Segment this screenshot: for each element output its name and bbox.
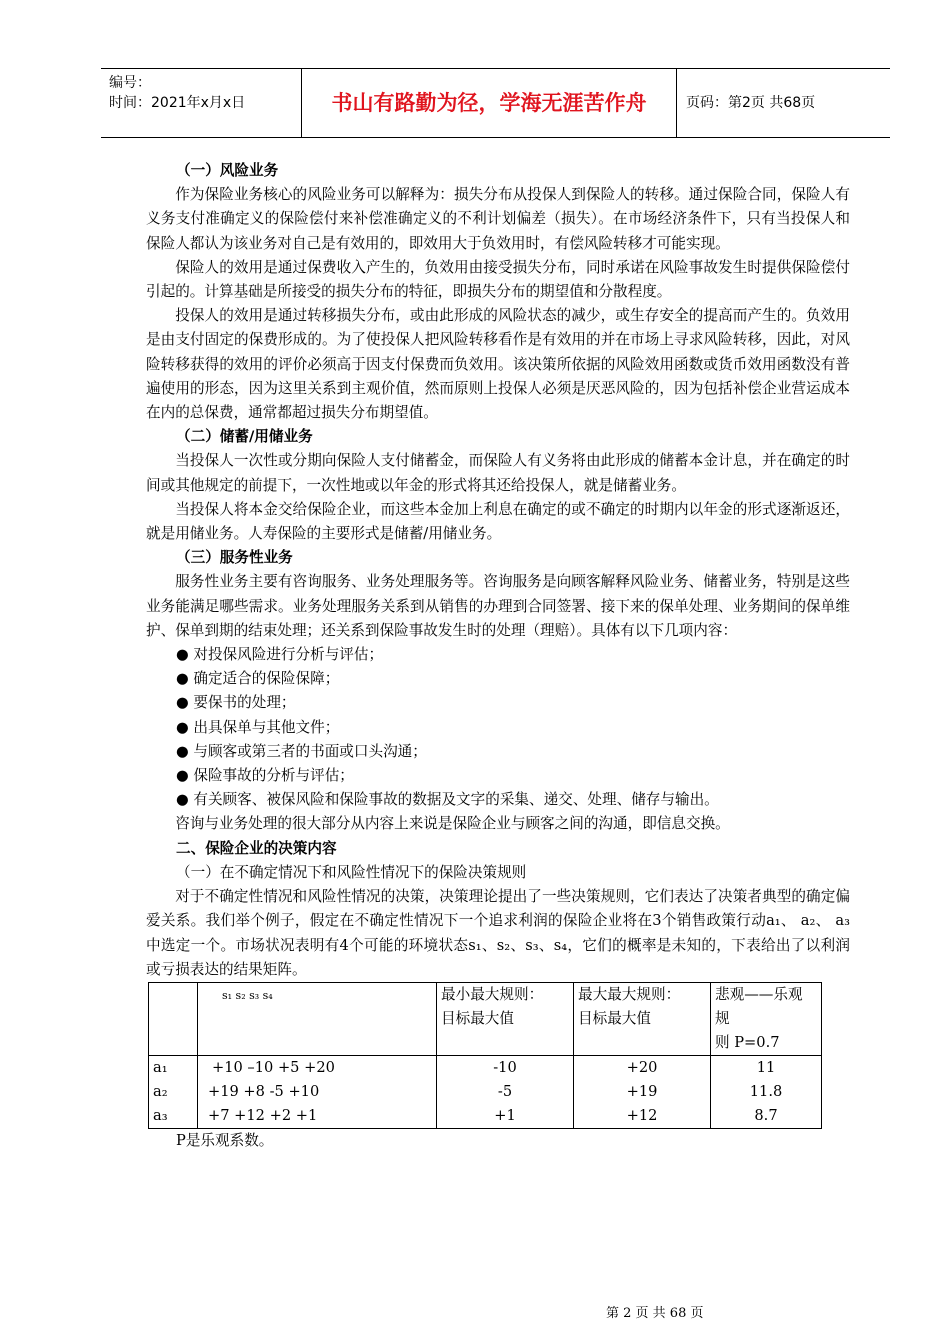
bullet-item: ● 出具保单与其他文件； (176, 718, 340, 736)
states-header: s₁ s₂ s₃ s₄ (198, 982, 437, 1055)
paragraph: 当投保人将本金交给保险企业，而这些本金加上利息在确定的或不确定的时期内以年金的形式逐渐返还，就是用储业务。人寿保险的主要形式是储蓄/用储业务。 (146, 500, 850, 543)
row-action: a₂ (149, 1080, 198, 1104)
paragraph: 对于不确定性情况和风险性情况的决策，决策理论提出了一些决策规则，它们表达了决策者典型的确定偏爱关系。我们举个例子，假定在不确定性情况下一个追求利润的保险企业将在3个销售政策行动a₁、 a₂、 a₃中选定一个。市场状况表明有4个可能的环境状态s₁、s₂、s₃、s₄，它们的概率是未知的，下表给出了以利润或亏损表达的结果矩阵。 (146, 888, 850, 978)
row-hurwicz: 11.8 (711, 1080, 822, 1104)
bullet-item: ● 要保书的处理； (176, 694, 296, 712)
row-action: a₃ (149, 1104, 198, 1129)
time-label: 时间：2021年x月x日 (109, 95, 246, 111)
row-values: +19 +8 -5 +10 (198, 1080, 437, 1104)
bullet-item: ● 保险事故的分析与评估； (176, 767, 354, 785)
table-row (149, 1104, 822, 1129)
paragraph: 投保人的效用是通过转移损失分布，或由此形成的风险状态的减少，或生存安全的提高而产生的。负效用是由支付固定的保费形成的。为了使投保人把风险转移看作是有效用的并在市场上寻求风险转移，因此，对风险转移获得的效用的评价必须高于因支付保费而负效用。该决策所依据的风险效用函数或货币效用函数没有普遍使用的形态，因为这里关系到主观价值，然而原则上投保人必须是厌恶风险的，因为包括补偿企业营运成本在内的总保费，通常都超过损失分布期望值。 (146, 307, 850, 422)
paragraph: 保险人的效用是通过保费收入产生的，负效用由接受损失分布，同时承诺在风险事故发生时提供保险偿付引起的。计算基础是所接受的损失分布的特征，即损失分布的期望值和分散程度。 (146, 258, 850, 301)
paragraph: 服务性业务主要有咨询服务、业务处理服务等。咨询服务是向顾客解释风险业务、储蓄业务，特别是这些业务能满足哪些需求。业务处理服务关系到从销售的办理到合同签署、接下来的保单处理、业务期间的保单维护、保单到期的结束处理；还关系到保险事故发生时的处理（理赔）。具体有以下几项内容： (146, 573, 850, 639)
row-minmax: +1 (437, 1104, 574, 1129)
page-header (101, 68, 890, 138)
minmax-header: 最小最大规则： 目标最大值 (437, 982, 574, 1055)
number-label: 编号： (109, 75, 151, 91)
bullet-item: ● 确定适合的保险保障； (176, 670, 340, 688)
header-page-info: 页码：第2页 共68页 (686, 95, 816, 111)
table-header-row (149, 982, 822, 1055)
row-hurwicz: 8.7 (711, 1104, 822, 1129)
bullet-item: ● 有关顾客、被保风险和保险事故的数据及文字的采集、递交、处理、储存与输出。 (176, 791, 719, 809)
header-meta (101, 69, 301, 137)
row-minmax: -5 (437, 1080, 574, 1104)
row-hurwicz: 11 (711, 1055, 822, 1080)
result-matrix-table (148, 982, 822, 1129)
paragraph: 当投保人一次性或分期向保险人支付储蓄金，而保险人有义务将由此形成的储蓄本金计息，并在确定的时间或其他规定的前提下，一次性地或以年金的形式将其还给投保人，就是储蓄业务。 (146, 452, 850, 494)
row-action: a₁ (149, 1055, 198, 1080)
table-row (149, 1055, 822, 1080)
section-heading: （二）储蓄/用储业务 (176, 428, 313, 446)
section-heading: 二、保险企业的决策内容 (176, 839, 337, 857)
subsection-heading: （一）在不确定情况下和风险性情况下的保险决策规则 (176, 863, 527, 881)
bullet-item: ● 与顾客或第三者的书面或口头沟通； (176, 742, 427, 760)
row-values: +7 +12 +2 +1 (198, 1104, 437, 1129)
table-row (149, 1080, 822, 1104)
table-corner-cell (149, 982, 198, 1055)
document-body (146, 159, 850, 1153)
maxmax-header: 最大最大规则： 目标最大值 (574, 982, 711, 1055)
table-note: P是乐观系数。 (176, 1131, 274, 1149)
row-maxmax: +12 (574, 1104, 711, 1129)
hurwicz-header: 悲观——乐观规 则 P=0.7 (711, 982, 822, 1055)
header-slogan: 书山有路勤为径，学海无涯苦作舟 (301, 69, 677, 137)
paragraph: 作为保险业务核心的风险业务可以解释为：损失分布从投保人到保险人的转移。通过保险合同，保险人有义务支付准确定义的保险偿付来补偿准确定义的不利计划偏差（损失）。在市场经济条件下，只有当投保人和保险人都认为该业务对自己是有效用的，即效用大于负效用时，有偿风险转移才可能实现。 (146, 186, 850, 252)
row-minmax: -10 (437, 1055, 574, 1080)
paragraph: 咨询与业务处理的很大部分从内容上来说是保险企业与顾客之间的沟通，即信息交换。 (175, 815, 730, 833)
row-maxmax: +20 (574, 1055, 711, 1080)
row-values: +10 –10 +5 +20 (198, 1055, 437, 1080)
section-heading: （三）服务性业务 (176, 549, 293, 567)
section-heading: （一）风险业务 (176, 162, 279, 179)
row-maxmax: +19 (574, 1080, 711, 1104)
bullet-item: ● 对投保风险进行分析与评估； (176, 646, 384, 664)
page-footer: 第 2 页 共 68 页 (606, 1306, 704, 1321)
